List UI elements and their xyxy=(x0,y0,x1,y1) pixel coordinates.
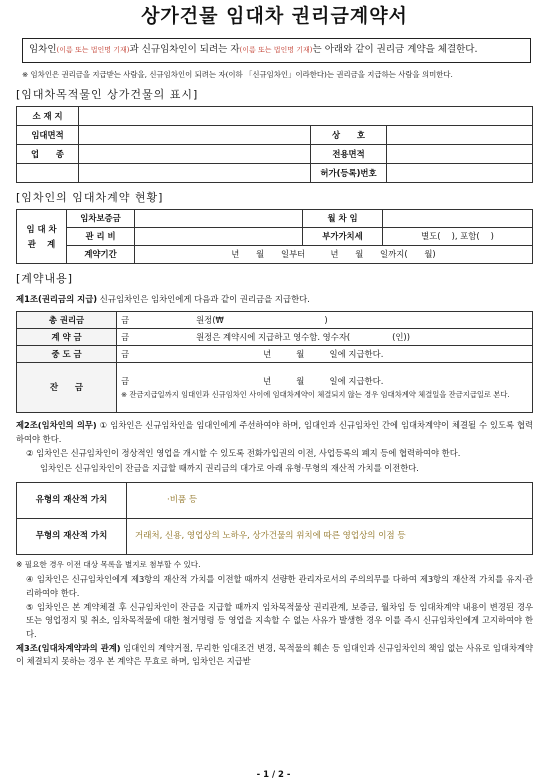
intro-text-a: 임차인 xyxy=(29,44,57,55)
intro-text-c: 는 아래와 같이 권리금 계약을 체결한다. xyxy=(312,44,478,55)
intangible-field[interactable]: 거래처, 신용, 영업상의 노하우, 상가건물의 위치에 따른 영업상의 이점 등 xyxy=(127,519,533,555)
vat-field[interactable]: 별도( ), 포함( ) xyxy=(383,228,533,246)
monthly-rent-field[interactable] xyxy=(383,210,533,228)
leased-area-field[interactable] xyxy=(79,126,311,145)
deposit-field[interactable] xyxy=(135,210,303,228)
article1-head: 제1조(권리금의 지급) xyxy=(16,294,98,304)
deposit-label: 임차보증금 xyxy=(67,210,135,228)
total-label: 총 권리금 xyxy=(17,312,117,329)
intro-text-b: 과 신규임차인이 되려는 자 xyxy=(129,44,240,55)
intangible-label: 무형의 재산적 가치 xyxy=(17,519,127,555)
definition-note: ※ 임차인은 권리금을 지급받는 사람을, 신규임차인이 되려는 자(이하 「신규임차인」이라한다)는 권리금을 지급하는 사람을 의미한다. xyxy=(22,69,453,79)
payment-table xyxy=(16,311,533,413)
balance-note: ※ 잔금지급일까지 임대인과 신규임차인 사이에 임대차계약이 체결되지 않는 경우 임대차계약 체결일을 잔금지급일로 본다. xyxy=(121,389,510,399)
tangible-label: 유형의 재산적 가치 xyxy=(17,483,127,519)
vat-label: 부가가치세 xyxy=(303,228,383,246)
tangible-field[interactable]: ·비품 등 xyxy=(127,483,533,519)
business-type-field[interactable] xyxy=(79,145,311,164)
intro-box xyxy=(22,38,531,63)
mid-payment-label: 중 도 금 xyxy=(17,346,117,363)
trade-name-label: 상 호 xyxy=(311,126,387,145)
article2-p1: 제2조(임차인의 의무) ① 임차인은 신규임차인을 임대인에게 주선하여야 하며, 임대인과 신규임차인 간에 임대차계약이 체결될 수 있도록 협력하여야 한다. xyxy=(16,420,533,445)
business-type-label: 업 종 xyxy=(17,145,79,164)
section-property-title: [임대차목적물인 상가건물의 표시] xyxy=(16,88,199,102)
maintenance-field[interactable] xyxy=(135,228,303,246)
license-no-field[interactable] xyxy=(387,164,533,183)
document-title: 상가건물 임대차 권리금계약서 xyxy=(141,5,408,27)
balance-cell[interactable] xyxy=(117,363,533,413)
down-payment-field[interactable]: 금 원정은 계약시에 지급하고 영수함. 영수자( (인)) xyxy=(117,329,533,346)
property-table xyxy=(16,106,533,183)
blank-label xyxy=(17,164,79,183)
article2-head: 제2조(임차인의 의무) xyxy=(16,420,97,431)
article2-p3: 임차인은 신규임차인이 잔금을 지급할 때까지 권리금의 대가로 아래 유형·무형의 재산적 가치를 이전한다. xyxy=(40,463,419,474)
total-field[interactable]: 금 원정(₩ ) xyxy=(117,312,533,329)
trade-name-field[interactable] xyxy=(387,126,533,145)
page-number: - 1 / 2 - xyxy=(256,769,291,780)
exclusive-area-label: 전용면적 xyxy=(311,145,387,164)
section-contract-title: [계약내용] xyxy=(16,272,74,286)
balance-label: 잔 금 xyxy=(17,363,117,413)
article3-head: 제3조(임대차계약과의 관계) xyxy=(16,642,121,653)
article2-p2: ② 임차인은 신규임차인이 정상적인 영업을 개시할 수 있도록 전화가입권의 이전, 사업등록의 폐지 등에 협력하여야 한다. xyxy=(26,447,461,458)
article2-p4: ④ 임차인은 신규임차인에게 제3항의 재산적 가치를 이전할 때까지 선량한 관리자로서의 주의의무를 다하여 제3항의 재산적 가치를 유지·관리하여야 한다. xyxy=(26,574,533,598)
maintenance-label: 관 리 비 xyxy=(67,228,135,246)
location-field[interactable] xyxy=(79,107,533,126)
article3 xyxy=(16,642,533,669)
intro-note-b: (이름 또는 법인명 기재) xyxy=(239,46,313,54)
blank-field[interactable] xyxy=(79,164,311,183)
lease-group-label: 임 대 차 관 계 xyxy=(17,210,67,264)
article1-body: 신규임차인은 임차인에게 다음과 같이 권리금을 지급한다. xyxy=(97,294,310,304)
period-label: 계약기간 xyxy=(67,246,135,264)
location-label: 소 재 지 xyxy=(17,107,79,126)
exclusive-area-field[interactable] xyxy=(387,145,533,164)
license-no-label: 허가(등록)번호 xyxy=(311,164,387,183)
article3-body: 임대인의 계약거절, 무리한 임대조건 변경, 목적물의 훼손 등 임대인과 신규임차인의 책임 없는 사유로 임대차계약이 체결되지 못하는 경우 본 계약은 무효로 하며, 임차인은 지급받 xyxy=(16,642,533,667)
article2-p5: ⑤ 임차인은 본 계약체결 후 신규임차인이 잔금을 지급할 때까지 임차목적물상 권리관계, 보증금, 월차임 등 임대차계약 내용이 변경된 경우 또는 영업정지 및 취소, 임차목적물에 대한 철거명령 등 영업을 지속할 수 없는 사유가 발생한 경우 이를 즉시 신규임차인에게 고지하여야 한다. xyxy=(26,601,533,639)
assets-table xyxy=(16,482,533,555)
section-lease-title: [임차인의 임대차계약 현황] xyxy=(16,191,164,205)
period-field[interactable]: 년 월 일부터 년 월 일까지( 월) xyxy=(135,246,533,264)
down-payment-label: 계 약 금 xyxy=(17,329,117,346)
leased-area-label: 임대면적 xyxy=(17,126,79,145)
balance-field: 금 년 월 일에 지급한다. xyxy=(121,376,384,387)
article1 xyxy=(16,294,533,305)
mid-payment-field[interactable]: 금 년 월 일에 지급한다. xyxy=(117,346,533,363)
attachment-note: ※ 필요한 경우 이전 대상 목록을 별지로 첨부할 수 있다. xyxy=(16,560,201,570)
intro-note-a: (이름 또는 법인명 기재) xyxy=(56,46,130,54)
lease-table xyxy=(16,209,533,264)
monthly-rent-label: 월 차 임 xyxy=(303,210,383,228)
